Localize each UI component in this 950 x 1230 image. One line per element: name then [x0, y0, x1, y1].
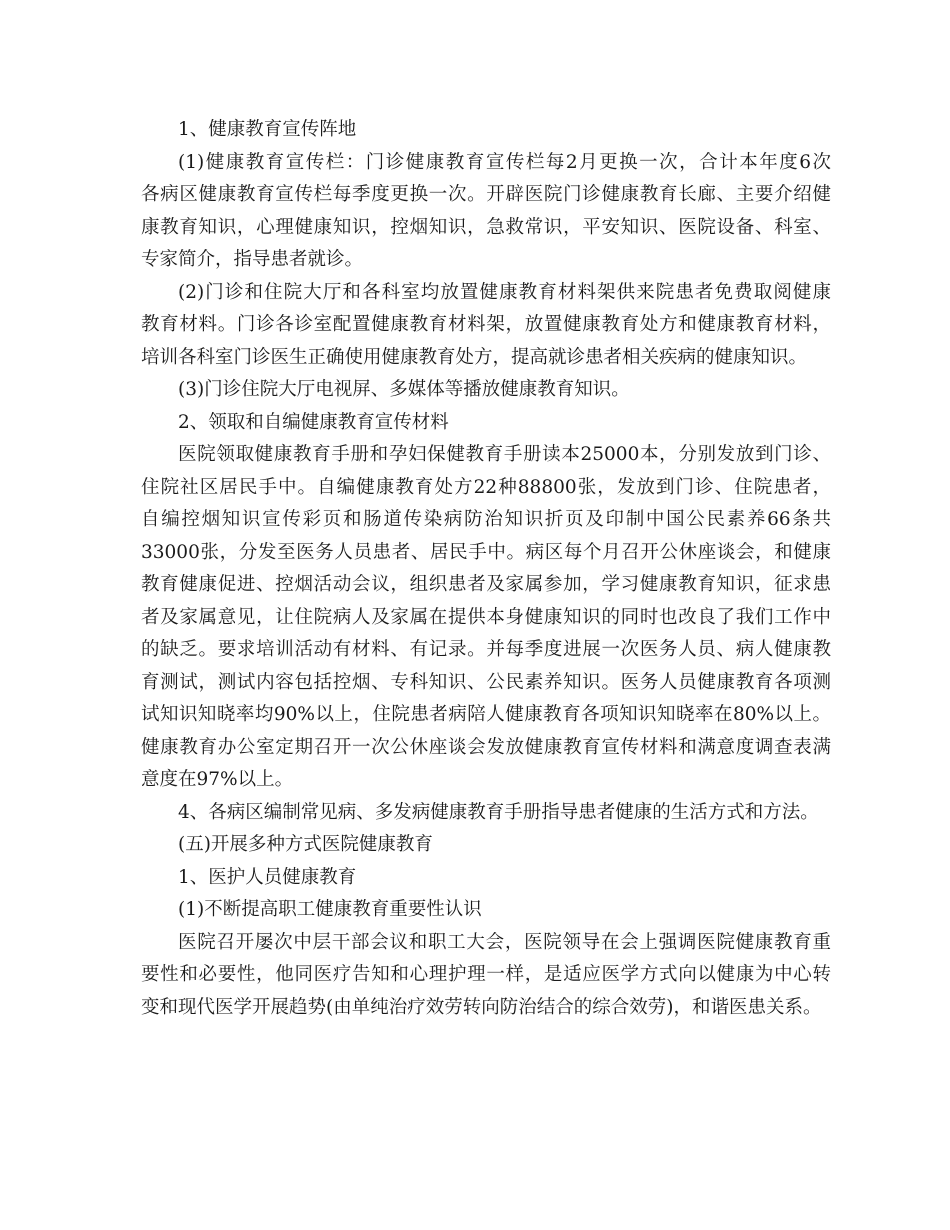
text-line: 2、领取和自编健康教育宣传材料	[178, 411, 449, 433]
text-line: 4、各病区编制常见病、多发病健康教育手册指导患者健康的生活方式和方法。	[178, 801, 819, 823]
paragraph-material-racks	[141, 277, 831, 375]
text-line: 住院社区居民手中。自编健康教育处方22种88800张，发放到门诊、住院患者，	[141, 476, 831, 498]
text-line: 1、健康教育宣传阵地	[178, 119, 357, 140]
text-line: (1)不断提高职工健康教育重要性认识	[178, 899, 482, 920]
text-line: 意度在97%以上。	[141, 769, 294, 790]
text-line: 要性和必要性，他同医疗告知和心理护理一样，是适应医学方式向以健康为中心转	[141, 964, 831, 985]
paragraph-tv-screens	[141, 374, 831, 407]
heading-health-education-position	[141, 114, 831, 147]
text-line: 教育健康促进、控烟活动会议，组织患者及家属参加，学习健康教育知识，征求患	[141, 574, 831, 595]
paragraph-materials-distribution	[141, 439, 831, 797]
text-line: 医院召开屡次中层干部会议和职工大会，医院领导在会上强调医院健康教育重	[178, 931, 831, 953]
text-line: (3)门诊住院大厅电视屏、多媒体等播放健康教育知识。	[178, 379, 630, 400]
text-line: 自编控烟知识宣传彩页和肠道传染病防治知识折页及印制中国公民素养66条共	[141, 509, 831, 530]
text-line: (1)健康教育宣传栏：门诊健康教育宣传栏每2月更换一次，合计本年度6次	[178, 151, 831, 173]
text-line: 变和现代医学开展趋势(由单纯治疗效劳转向防治结合的综合效劳)，和谐医患关系。	[141, 996, 822, 1018]
text-line: 教育材料。门诊各诊室配置健康教育材料架，放置健康教育处方和健康教育材料，	[141, 314, 831, 335]
text-line: 医院领取健康教育手册和孕妇保健教育手册读本25000本，分别发放到门诊、	[178, 444, 831, 465]
text-line: 33000张，分发至医务人员患者、居民手中。病区每个月召开公休座谈会，和健康	[141, 541, 831, 563]
heading-awareness	[141, 894, 831, 927]
document-body	[141, 114, 831, 1024]
text-line: 者及家属意见，让住院病人及家属在提供本身健康知识的同时也改良了我们工作中	[141, 606, 831, 628]
text-line: 培训各科室门诊医生正确使用健康教育处方，提高就诊患者相关疾病的健康知识。	[141, 346, 808, 368]
text-line: 育测试，测试内容包括控烟、专科知识、公民素养知识。医务人员健康教育各项测	[141, 671, 831, 693]
heading-staff-education	[141, 862, 831, 895]
paragraph-bulletin-board	[141, 147, 831, 277]
text-line: (五)开展多种方式医院健康教育	[178, 834, 433, 855]
text-line: (2)门诊和住院大厅和各科室均放置健康教育材料架供来院患者免费取阅健康	[178, 281, 831, 303]
text-line: 专家简介，指导患者就诊。	[141, 249, 364, 270]
text-line: 康教育知识，心理健康知识，控烟知识，急救常识，平安知识、医院设备、科室、	[141, 216, 831, 238]
heading-section-five	[141, 829, 831, 862]
text-line: 的缺乏。要求培训活动有材料、有记录。并每季度进展一次医务人员、病人健康教	[141, 639, 831, 660]
text-line: 试知识知晓率均90%以上，住院患者病陪人健康教育各项知识知晓率在80%以上。	[141, 704, 831, 725]
text-line: 1、医护人员健康教育	[178, 866, 357, 888]
paragraph-meetings	[141, 927, 831, 1025]
text-line: 健康教育办公室定期召开一次公休座谈会发放健康教育宣传材料和满意度调查表满	[141, 736, 831, 758]
paragraph-handbooks	[141, 797, 831, 830]
text-line: 各病区健康教育宣传栏每季度更换一次。开辟医院门诊健康教育长廊、主要介绍健	[141, 184, 831, 205]
heading-materials	[141, 407, 831, 440]
